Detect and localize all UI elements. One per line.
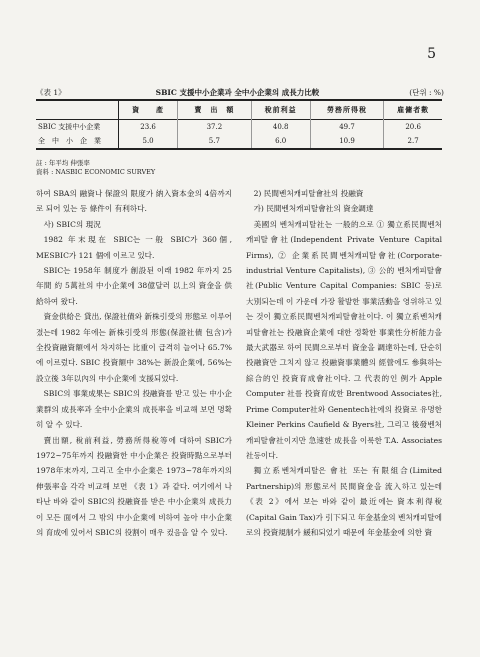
table-cell: 2.7 [384,134,442,149]
table-cell: 5.7 [178,134,251,149]
paragraph: 資金供給은 貸出, 保證社債와 新株引受의 形態로 이루어졌는데 1982 年에는 新株引受의 形態(保證社債 包含)가 全投資融資額에서 차지하는 比重이 급격히 늘어나 65.7%에 이르렀다. SBIC 投資額中 38%는 新設企業에, 56%는 設立後 3年以內의 中小企業에 支援되었다. [36,312,232,383]
table-cell: 37.2 [178,120,251,135]
table-label: 《表 1》 [36,88,66,97]
table-cell: 10.9 [310,134,383,149]
section-heading: 사) SBIC의 現況 [43,219,101,229]
page-number: 5 [427,46,436,62]
column-header: 稅前利益 [251,100,310,120]
column-header: 雇傭者數 [384,100,442,120]
column-header: 賣 出 額 [178,100,251,120]
row-label: SBIC 支援中小企業 [36,120,119,135]
source-line: 資料 : NASBIC ECONOMIC SURVEY [36,168,156,176]
table-cell: 49.7 [310,120,383,135]
table-row [36,134,442,149]
paragraph: SBIC의 事業成果는 SBIC의 投融資를 받고 있는 中小企業群의 成長率과 全中小企業의 成長率을 비교해 보면 명확히 알 수 있다. [36,389,232,430]
table-cell: 20.6 [384,120,442,135]
left-column [36,186,232,540]
paragraph: 賣出額, 稅前利益, 勞務所得稅等에 대하여 SBIC가 1972~75年까지 投融資한 中小企業은 投資時點으로부터 1978年末까지, 그리고 全中小企業은 1973~78年까지의 伸張率을 각각 비교해 보면 《表 1》과 같다. 여기에서 나타난 바와 같이 SBIC의 投融資를 받은 中小企業의 成長力이 모든 面에서 그 밖의 中小企業에 비하여 높아 中小企業의 育成에 있어서 SBIC의 役割이 매우 컸음을 알 수 있다. [36,435,232,537]
table-cell: 40.8 [251,120,310,135]
table-cell: 6.0 [251,134,310,149]
table-caption [36,87,444,98]
column-header: 資 產 [119,100,178,120]
section-heading: 2) 民間벤처캐피탈會社의 投融資 [253,189,364,198]
table-row [36,120,442,135]
subsection-heading: 가) 民間벤처캐피탈會社의 資金調達 [253,204,374,214]
header-corner-cell [36,100,119,120]
paragraph: 하여 SBA의 融資나 保證의 限度가 納入資本金의 4倍까지로 되어 있는 등 條件이 有利하다. [36,189,232,214]
table-header-row [36,100,442,120]
note-line: 註 : 年平均 伸張率 [36,159,90,167]
column-header: 勞務所得稅 [310,100,383,120]
table-title: SBIC 支援中小企業과 全中小企業의 成長力比較 [155,88,320,97]
comparison-table [36,99,442,150]
row-label: 全 中 小 企 業 [36,134,119,149]
table-cell: 5.0 [119,134,178,149]
paragraph: 1982 年末現在 SBIC는 一般 SBIC가 360個, MESBIC가 121 個에 이르고 있다. [36,235,232,260]
paragraph: 獨立系벤처캐피탈은 會社 또는 有限組合(Limited Partnership)의 形態로서 民間資金을 流入하고 있는데 《表 2》에서 보는 바와 같이 最近에는 資本利得稅(Capital Gain Tax)가 引下되고 年金基金의 벤처캐피탈에로의 投資規制가 緩和되었기 때문에 年金基金에 의한 資 [246,466,442,537]
paragraph: 美國의 벤처캐피탈社는 一般的으로 ① 獨立系民間벤처캐피탈會社(Independent Private Venture Capital Firms), ② 企業系民間벤처캐피탈會社(Corporate-industrial Venture Capitalists), ③ 公的 벤처캐피탈會社(Public Venture Capital Companies: SBIC 등)로 大別되는데 이 가운데 가장 활발한 事業活動을 영위하고 있는 것이 獨立系民間벤처캐피탈會社이다. 이 獨立系벤처캐피탈會社는 投融資企業에 대한 정확한 事業性分析能力을 最大武器로 하여 民間으로부터 資金을 調達하는데, 단순히 投融資만 그치지 않고 投融資事業體의 經營에도 參與하는 綜合的인 投資育成會社이다. 그 代表的인 例가 Apple Computer 社를 投資育成한 Brentwood Associates社, Prime Computer社와 Genentech社에의 投資로 유명한 Kleiner Perkins Caufield & Byers社, 그리고 後發벤처캐피탈會社이지만 急速한 成長을 이룩한 T.A. Associates社등이다. [246,219,442,460]
right-column [246,186,442,540]
paragraph: SBIC는 1958年 制度가 創設된 이래 1982 年까지 25年間 約 5萬社의 中小企業에 38億달러 以上의 資金을 供給하여 왔다. [36,266,232,306]
table-cell: 23.6 [119,120,178,135]
table-notes [36,159,155,177]
table-unit: (단위 : %) [409,88,444,97]
